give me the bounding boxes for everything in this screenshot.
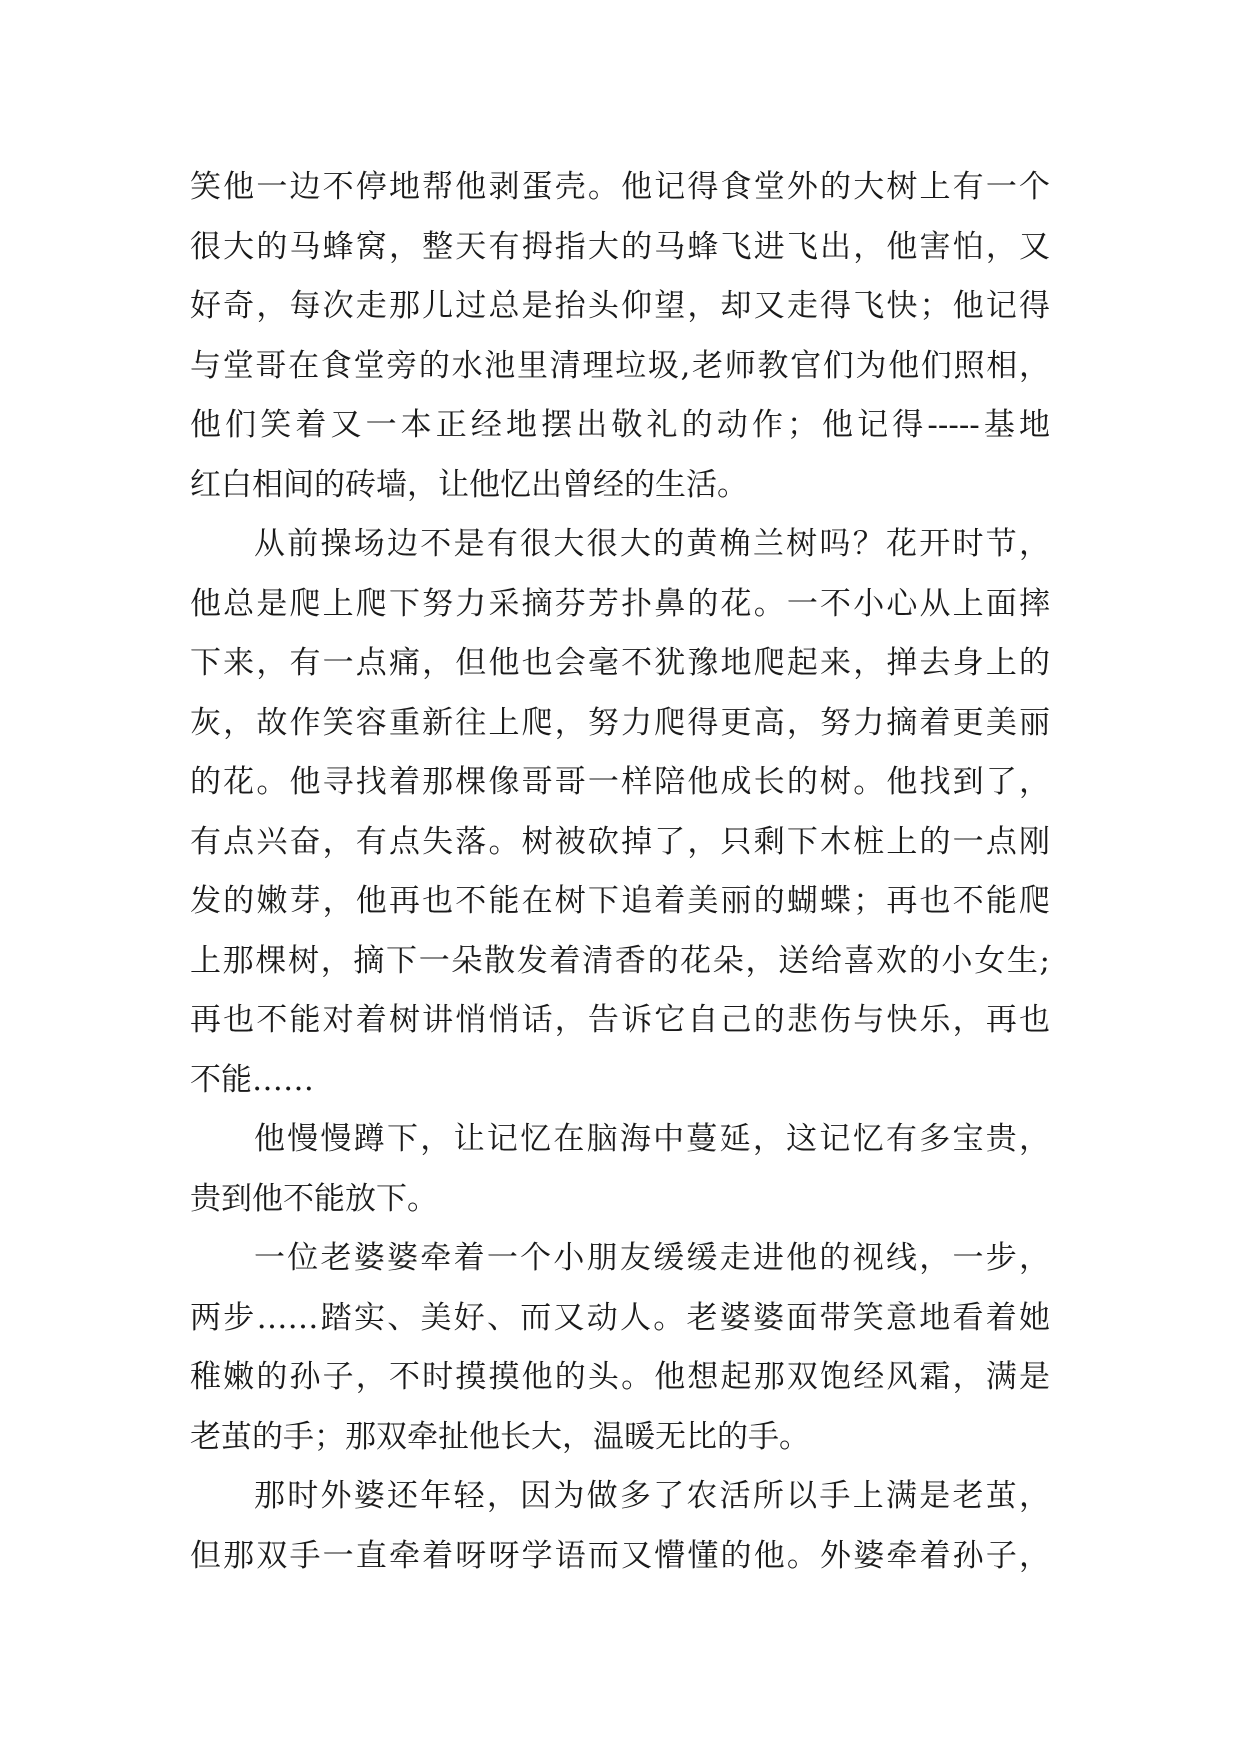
text-line: 那时外婆还年轻，因为做多了农活所以手上满是老茧， xyxy=(254,1478,1050,1514)
text-line: 他慢慢蹲下，让记忆在脑海中蔓延，这记忆有多宝贵， xyxy=(254,1121,1050,1157)
text-line: 再也不能对着树讲悄悄话，告诉它自己的悲伤与快乐，再也 xyxy=(190,1002,1050,1038)
text-line: 上那棵树，摘下一朵散发着清香的花朵，送给喜欢的小女生; xyxy=(190,942,1050,979)
text-line: 他们笑着又一本正经地摆出敬礼的动作；他记得-----基地 xyxy=(190,407,1050,443)
text-line: 但那双手一直牵着呀呀学语而又懵懂的他。外婆牵着孙子， xyxy=(190,1537,1050,1574)
body-text xyxy=(190,158,1050,1586)
text-line: 笑他一边不停地帮他剥蛋壳。他记得食堂外的大树上有一个 xyxy=(190,169,1050,205)
text-line: 不能…… xyxy=(190,1061,314,1098)
text-line: 很大的马蜂窝，整天有拇指大的马蜂飞进飞出，他害怕，又 xyxy=(190,228,1050,265)
text-line: 一位老婆婆牵着一个小朋友缓缓走进他的视线，一步， xyxy=(254,1240,1050,1276)
text-line: 与堂哥在食堂旁的水池里清理垃圾,老师教官们为他们照相， xyxy=(190,347,1050,384)
text-line: 从前操场边不是有很大很大的黄桷兰树吗？花开时节， xyxy=(254,526,1050,562)
text-line: 两步……踏实、美好、而又动人。老婆婆面带笑意地看着她 xyxy=(190,1299,1050,1336)
text-line: 老茧的手；那双牵扯他长大，温暖无比的手。 xyxy=(190,1418,810,1455)
text-line: 有点兴奋，有点失落。树被砍掉了，只剩下木桩上的一点刚 xyxy=(190,823,1050,860)
text-line: 稚嫩的孙子，不时摸摸他的头。他想起那双饱经风霜，满是 xyxy=(190,1359,1050,1395)
text-line: 的花。他寻找着那棵像哥哥一样陪他成长的树。他找到了， xyxy=(190,764,1050,800)
text-line: 发的嫩芽，他再也不能在树下追着美丽的蝴蝶；再也不能爬 xyxy=(190,883,1050,919)
text-line: 他总是爬上爬下努力采摘芬芳扑鼻的花。一不小心从上面摔 xyxy=(190,585,1050,622)
text-line: 红白相间的砖墙，让他忆出曾经的生活。 xyxy=(190,466,748,503)
text-line: 下来，有一点痛，但他也会毫不犹豫地爬起来，掸去身上的 xyxy=(190,645,1050,681)
text-line: 好奇，每次走那儿过总是抬头仰望，却又走得飞快；他记得 xyxy=(190,288,1050,324)
text-line: 灰，故作笑容重新往上爬，努力爬得更高，努力摘着更美丽 xyxy=(190,704,1050,741)
text-line: 贵到他不能放下。 xyxy=(190,1180,438,1217)
